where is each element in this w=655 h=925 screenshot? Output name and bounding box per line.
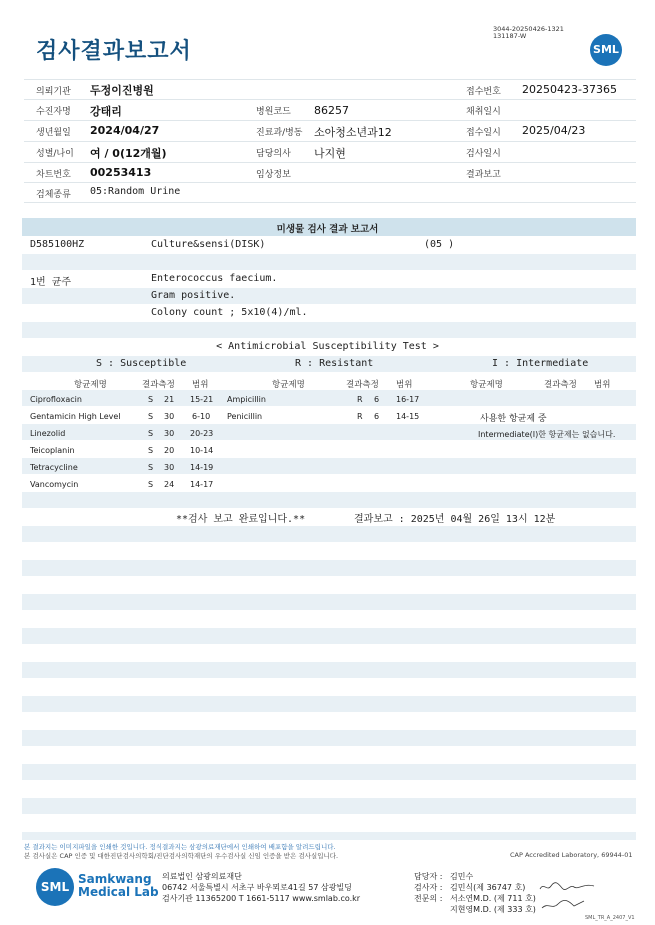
sml-logo-icon: SML [590,34,622,66]
stripe [22,390,636,406]
legend-resistant: R : Resistant [295,358,374,369]
stripe [22,730,636,746]
intermediate-note-2: Intermediate(I)한 항균제는 없습니다. [478,430,616,439]
signature-icon [540,898,588,912]
test-number: (05 ) [424,239,455,250]
stripe [22,662,636,678]
sml-footer-logo-icon: SML [36,868,74,906]
ast-title: < Antimicrobial Susceptibility Test > [216,341,439,352]
page-title: 검사결과보고서 [36,39,192,64]
divider [24,141,636,142]
gram-stain: Gram positive. [151,290,236,301]
signature-icon [538,880,598,894]
divider [24,202,636,203]
form-code: SML_TR_A_2407_V1 [585,915,635,921]
report-time: 결과보고 : 2025년 04월 26일 13시 12분 [354,514,556,525]
divider [24,162,636,163]
colony-count: Colony count ; 5x10(4)/ml. [151,307,308,318]
intermediate-note-1: 사용한 항균제 중 [480,414,547,424]
stripe [22,832,636,840]
stripe [22,628,636,644]
footer-note-2: 본 검사실은 CAP 인증 및 대한진단검사의학회/진단검사의학재단의 우수검사실 신임 인증을 받은 검사실입니다. [24,852,339,860]
divider [24,79,636,80]
organism-name: Enterococcus faecium. [151,273,278,284]
company-name: Samkwang Medical Lab [78,872,159,899]
stripe [22,458,636,474]
stripe [22,322,636,338]
staff-roles: 담당자 : 검사자 : 전문의 : [414,872,443,903]
stripe [22,764,636,780]
stripe [22,526,636,542]
section-title: 미생물 검사 결과 보고서 [276,224,379,235]
legend-intermediate: I : Intermediate [492,358,589,369]
organism-label: 1번 균주 [30,277,72,288]
divider [24,120,636,121]
test-name: Culture&sensi(DISK) [151,239,266,250]
stripe [22,696,636,712]
divider [24,182,636,183]
test-code: D585100HZ [30,239,85,250]
stripe [22,288,636,304]
staff-names: 김민수 김민식(제 36747 호) 서소연M.D. (제 711 호) 지현영M.D. (제 333 호) [450,872,536,914]
divider [24,99,636,100]
legend-susceptible: S : Susceptible [96,358,187,369]
stripe [22,594,636,610]
cap-accreditation: CAP Accredited Laboratory, 69944-01 [510,851,633,859]
stripe [22,492,636,508]
footer-note-1: 본 결과지는 이미지파일을 인쇄한 것입니다. 정식결과지는 삼광의료재단에서 인쇄하여 배포함을 알려드립니다. [24,843,336,851]
document-id: 3044-20250426-1321 131187-W [493,25,564,40]
stripe [22,254,636,270]
stripe [22,560,636,576]
report-complete: **검사 보고 완료입니다.** [176,514,306,525]
stripe [22,798,636,814]
org-info: 의료법인 삼광의료재단 06742 서울특별시 서초구 바우뫼로41길 57 삼광빌딩 검사기관 11365200 T 1661-5117 www.smlab.co.kr [162,872,361,903]
